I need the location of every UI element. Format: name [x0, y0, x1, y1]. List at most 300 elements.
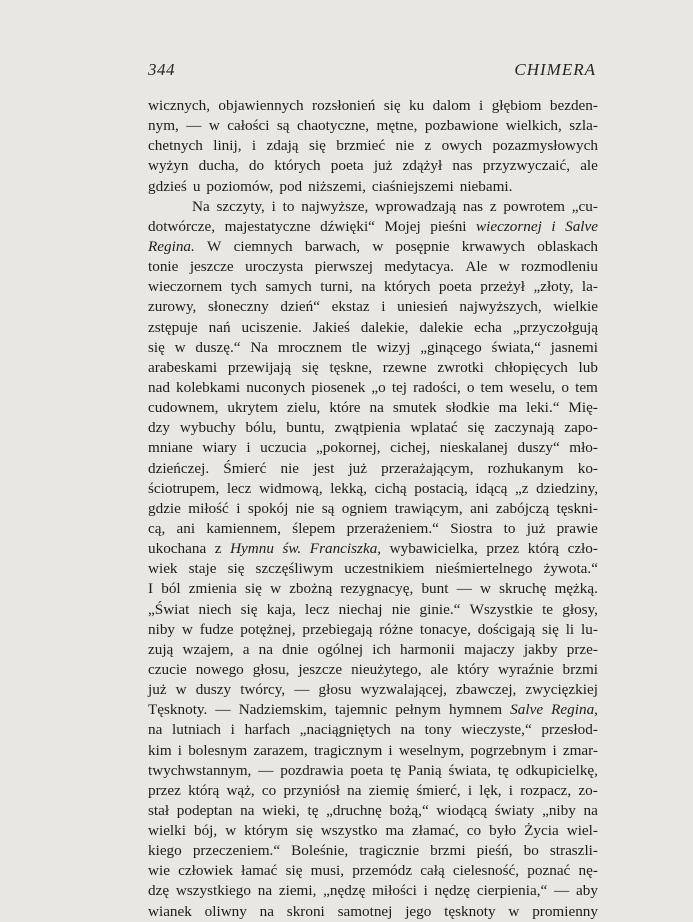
word: czucie [148, 660, 187, 678]
word: niechaj [338, 600, 383, 618]
word: zwątpienia [334, 419, 401, 437]
word: co [466, 822, 482, 840]
word: mniane [148, 439, 193, 457]
word: wyzwalającej, [360, 681, 447, 699]
word: tem [480, 378, 504, 396]
word: się [245, 580, 262, 598]
word: pozbawione [424, 117, 499, 135]
word: zo- [578, 781, 598, 799]
text-line [148, 861, 598, 881]
word: ziemię [368, 781, 410, 799]
word: zmienia [188, 580, 237, 598]
word: zbożną [289, 580, 333, 598]
word: na [148, 721, 163, 739]
word: „ginącego [420, 338, 482, 356]
word: musi, [310, 862, 344, 880]
word: tajemnic [334, 701, 388, 719]
word: niebami. [459, 177, 513, 195]
word: ukrytem [227, 399, 279, 417]
word: Hymnu [230, 540, 274, 558]
word: ogólnej [317, 640, 364, 658]
word: tem [575, 378, 598, 396]
word: który [457, 660, 490, 678]
text-line [148, 156, 598, 176]
word: pozazmysłowych [492, 137, 598, 155]
word: rozsłonień [312, 97, 376, 114]
word: smutek [392, 399, 437, 417]
word: szla- [569, 117, 598, 135]
word: i [388, 741, 393, 759]
word: — [554, 882, 570, 900]
text-line [148, 640, 598, 660]
text-line [148, 318, 598, 338]
word: dzieńczej. [148, 459, 210, 477]
word: się [301, 358, 319, 376]
word: cą, [148, 519, 166, 537]
word: W [207, 237, 222, 255]
word: duszę.“ [195, 338, 241, 356]
word: majestatyczne [224, 217, 311, 235]
word: i [552, 741, 557, 759]
word: gdzieś [148, 177, 187, 195]
word: dziedziny, [536, 479, 598, 497]
word: kolebkami [176, 378, 241, 396]
word: krwawych [461, 237, 525, 255]
word: na [259, 902, 274, 920]
word: na [258, 640, 273, 658]
word: Siostra [450, 519, 493, 537]
word: to [282, 197, 295, 215]
word: i [423, 882, 428, 900]
word: św. [282, 540, 302, 558]
word: zwycięzkiej [525, 681, 598, 699]
word: tle [351, 338, 367, 356]
word: zurowy, [148, 298, 197, 316]
word: wąż, [226, 781, 255, 799]
word: chłopięcych [494, 358, 568, 376]
word: w [372, 237, 384, 255]
word: Na [192, 197, 210, 215]
word: się [148, 338, 165, 356]
word: i [246, 439, 251, 457]
word: la- [581, 278, 598, 296]
word: jasnemi [550, 338, 598, 356]
word: nie [395, 137, 415, 155]
word: niby [148, 620, 176, 638]
word: całą [420, 862, 445, 880]
word: jakby [523, 640, 558, 658]
word: wyżyn [148, 157, 189, 175]
word: już [373, 157, 393, 175]
word: te [542, 600, 554, 618]
word: się [240, 600, 258, 618]
word: przerażeniem.“ [346, 519, 439, 537]
word: chaotyczne, [296, 117, 370, 135]
word: samotnej [337, 902, 393, 920]
word: w [181, 620, 193, 638]
word: podeptan [176, 801, 233, 819]
word: są [321, 499, 335, 517]
word: tragicznie [359, 842, 420, 860]
word: pod [279, 177, 303, 195]
word: wieczornem [148, 278, 223, 296]
text-line [148, 539, 598, 559]
text-line [148, 136, 598, 156]
word: w [208, 117, 220, 135]
word: Mojej [384, 217, 421, 235]
word: wybawicielka, [389, 540, 478, 558]
text-line [148, 559, 598, 579]
text-line [148, 821, 598, 841]
text-line [148, 418, 598, 438]
word: brzmieć [336, 137, 386, 155]
word: i [177, 741, 183, 759]
word: dalom [432, 97, 471, 114]
word: głosu, [252, 660, 290, 678]
word: nas [462, 197, 484, 215]
word: trawiącym, [394, 499, 463, 517]
word: posępnie [395, 237, 450, 255]
word: bolesnym [188, 741, 248, 759]
word: cichą [374, 479, 407, 497]
text-line [148, 277, 598, 297]
word: aby [575, 882, 598, 900]
word: tony [424, 721, 452, 739]
word: żywota.“ [543, 560, 598, 578]
word: wplatać [410, 419, 458, 437]
text-line [148, 177, 598, 197]
word: to [503, 519, 516, 537]
word: tę [497, 761, 509, 779]
word: śmierć, [416, 781, 461, 799]
word: pieśń, [476, 842, 513, 860]
text-line [148, 237, 598, 257]
word: przebiegają [302, 620, 373, 638]
word: z [424, 137, 432, 155]
word: Tęsknoty. [148, 701, 208, 719]
word: bezden- [549, 97, 598, 114]
word: rzewne [382, 358, 427, 376]
word: „z [515, 479, 529, 497]
word: ale [430, 660, 449, 678]
word: było [489, 822, 517, 840]
word: pogrzebnym [470, 741, 547, 759]
word: tych [230, 278, 257, 296]
word: wieczornej [476, 217, 542, 235]
word: miłość [188, 499, 229, 517]
word: barwach, [304, 237, 361, 255]
word: najwyższych, [459, 298, 542, 316]
word: w [508, 902, 520, 920]
word: się [285, 862, 303, 880]
word: ogniem [341, 499, 388, 517]
word: ma [498, 399, 518, 417]
word: duszy“ [517, 439, 560, 457]
word: których [274, 157, 321, 175]
word: Ale [465, 258, 488, 276]
word: turni, [320, 278, 353, 296]
word: poeta [330, 157, 364, 175]
word: dzy [148, 419, 170, 437]
word: lu- [581, 620, 598, 638]
word: już [348, 459, 368, 477]
word: łamać [241, 862, 278, 880]
text-line [148, 781, 598, 801]
text-line [148, 479, 598, 499]
running-header [148, 60, 596, 86]
word: i [467, 781, 473, 799]
word: nowego [195, 660, 244, 678]
word: człowiek [178, 862, 233, 880]
word: ich [372, 640, 391, 658]
word: poeta [350, 761, 384, 779]
word: co [261, 781, 277, 799]
word: i [508, 781, 514, 799]
text-line [148, 499, 598, 519]
word: jest [313, 459, 335, 477]
word: szczyty, [216, 197, 265, 215]
word: uniesień [397, 298, 448, 316]
word: widmową, [258, 479, 323, 497]
word: wprowadzają [375, 197, 457, 215]
word: dnie [282, 640, 309, 658]
word: uciszenie. [241, 318, 302, 336]
word: echa [474, 318, 502, 336]
word: na [583, 801, 598, 819]
word: weselu, [509, 378, 556, 396]
word: pieśni [430, 217, 467, 235]
word: piosenek [311, 378, 366, 396]
word: przeczeniem.“ [192, 842, 281, 860]
page-number: 344 [148, 60, 175, 79]
word: niższemi, [308, 177, 366, 195]
word: tę [307, 801, 319, 819]
word: wybuchy [179, 419, 236, 437]
word: staje [188, 560, 217, 578]
word: chetnych [148, 137, 203, 155]
word: idącą [475, 479, 508, 497]
word: rozhukanym [487, 459, 564, 477]
word: kim [148, 741, 172, 759]
word: na [400, 721, 415, 739]
word: których [384, 278, 431, 296]
word: lecz [226, 479, 252, 497]
word: gdzie [148, 499, 181, 517]
text-line [148, 841, 598, 861]
word: „druchnę [326, 801, 382, 819]
word: rezygnacyę, [340, 580, 414, 598]
word: ciaśniejszemi [371, 177, 454, 195]
word: „o [371, 378, 386, 396]
text-line [148, 680, 598, 700]
word: światy [494, 801, 535, 819]
word: Regina, [551, 701, 598, 719]
word: wianek [148, 902, 192, 920]
text-line [148, 761, 598, 781]
word: rozpacz, [520, 781, 572, 799]
word: głosu [318, 681, 352, 699]
word: w [225, 822, 237, 840]
text-line [148, 741, 598, 761]
text-line [148, 197, 598, 217]
word: którym [244, 822, 289, 840]
word: się [383, 97, 401, 114]
word: powrotem [503, 197, 565, 215]
text-line [148, 579, 598, 599]
word: w [174, 338, 186, 356]
word: twychwstannym, [148, 761, 252, 779]
word: bożą,“ [389, 801, 429, 819]
word: rozmodleniu [521, 258, 598, 276]
word: wszystkiego [175, 882, 251, 900]
word: całości [227, 117, 270, 135]
word: o [466, 378, 475, 396]
word: przerażającym, [381, 459, 474, 477]
word: Nadziemskim, [238, 701, 327, 719]
word: złamać, [412, 822, 459, 840]
word: wiary [202, 439, 237, 457]
word: pełnym [395, 701, 441, 719]
word: nędzę [434, 882, 471, 900]
word: wieczyste,“ [461, 721, 532, 739]
word: poeta [438, 278, 472, 296]
word: nieśmiertelnego [435, 560, 533, 578]
word: dzę [148, 882, 170, 900]
word: wielkie [553, 298, 598, 316]
word: radości, [413, 378, 461, 396]
word: nę- [578, 862, 598, 880]
word: ani [470, 499, 489, 517]
word: się [467, 419, 485, 437]
word: „przyczołgują [512, 318, 598, 336]
word: przyniósł [283, 781, 340, 799]
word: bój, [193, 822, 218, 840]
word: się [308, 137, 326, 155]
text-line [148, 700, 598, 720]
word: ślepem [292, 519, 336, 537]
text-line [148, 881, 598, 901]
word: prawie [556, 519, 598, 537]
word: promienny [532, 902, 598, 920]
word: zmar- [562, 741, 598, 759]
word: bunt [421, 580, 449, 598]
word: wyraźnie [497, 660, 554, 678]
word: zapo- [564, 419, 598, 437]
word: stał [148, 801, 170, 819]
text-line [148, 438, 598, 458]
word: wielkich, [505, 117, 562, 135]
word: ciemnych [233, 237, 293, 255]
word: na [369, 399, 384, 417]
word: mrocznem [277, 338, 342, 356]
word: linij, [213, 137, 242, 155]
word: przesłod- [541, 721, 598, 739]
word: „nędzę [323, 882, 366, 900]
word: ukochana [148, 540, 207, 558]
word: harmonii [400, 640, 455, 658]
word: I [148, 580, 154, 598]
word: arabeskami [148, 358, 218, 376]
word: do [248, 157, 265, 175]
word: objawiennych [218, 97, 304, 114]
word: — [258, 761, 274, 779]
word: nie [295, 499, 315, 517]
word: zdają [266, 137, 299, 155]
word: niech [198, 600, 232, 618]
word: oliwny [204, 902, 247, 920]
word: mężką. [554, 580, 598, 598]
word: potężnej, [240, 620, 296, 638]
word: ducha, [198, 157, 239, 175]
word: weselnym, [398, 741, 465, 759]
word: Salve [510, 701, 544, 719]
word: wizyj [376, 338, 411, 356]
word: którą [527, 540, 560, 558]
word: już [148, 681, 167, 699]
word: wie [148, 862, 170, 880]
word: zarazem, [253, 741, 308, 759]
word: tonacye, [419, 620, 471, 638]
word: w [270, 580, 282, 598]
word: skroni [286, 902, 325, 920]
word: lecz [305, 600, 330, 618]
word: zują [148, 640, 174, 658]
word: nym, [148, 117, 179, 135]
word: „złoty, [533, 278, 574, 296]
word: samych [265, 278, 312, 296]
word: wicznych, [148, 97, 210, 114]
word: z [489, 197, 497, 215]
word: Franciszka, [309, 540, 382, 558]
word: i [479, 97, 484, 114]
word: się [541, 620, 559, 638]
word: postacią, [414, 479, 468, 497]
word: lęk, [479, 781, 502, 799]
word: ból [161, 580, 181, 598]
word: cielesność, [452, 862, 520, 880]
word: odkupicielkę, [515, 761, 598, 779]
word: jeszcze [298, 660, 343, 678]
word: ziemi, [278, 882, 317, 900]
word: straszli- [549, 842, 598, 860]
word: jeszcze [189, 258, 234, 276]
word: wzajem, [182, 640, 234, 658]
word: Wszystkie [469, 600, 533, 618]
word: Życia [524, 822, 559, 840]
word: dalekie, [360, 318, 409, 336]
word: w [479, 580, 491, 598]
word: ale [580, 157, 598, 175]
word: o [561, 378, 570, 396]
word: cudownem, [148, 399, 219, 417]
word: lekką, [330, 479, 367, 497]
word: bólu, [245, 419, 277, 437]
word: zabójczą [496, 499, 550, 517]
text-line [148, 358, 598, 378]
word: wiel- [566, 822, 598, 840]
word: nuconych [246, 378, 306, 396]
text-line [148, 257, 598, 277]
text-line [148, 801, 598, 821]
word: owych [441, 137, 483, 155]
word: na [347, 781, 362, 799]
word: wiek [148, 560, 178, 578]
word: i [271, 197, 276, 215]
word: „naciągniętych [299, 721, 391, 739]
word: ekstaz [331, 298, 370, 316]
word: na [361, 278, 376, 296]
word: majaczy [464, 640, 515, 658]
